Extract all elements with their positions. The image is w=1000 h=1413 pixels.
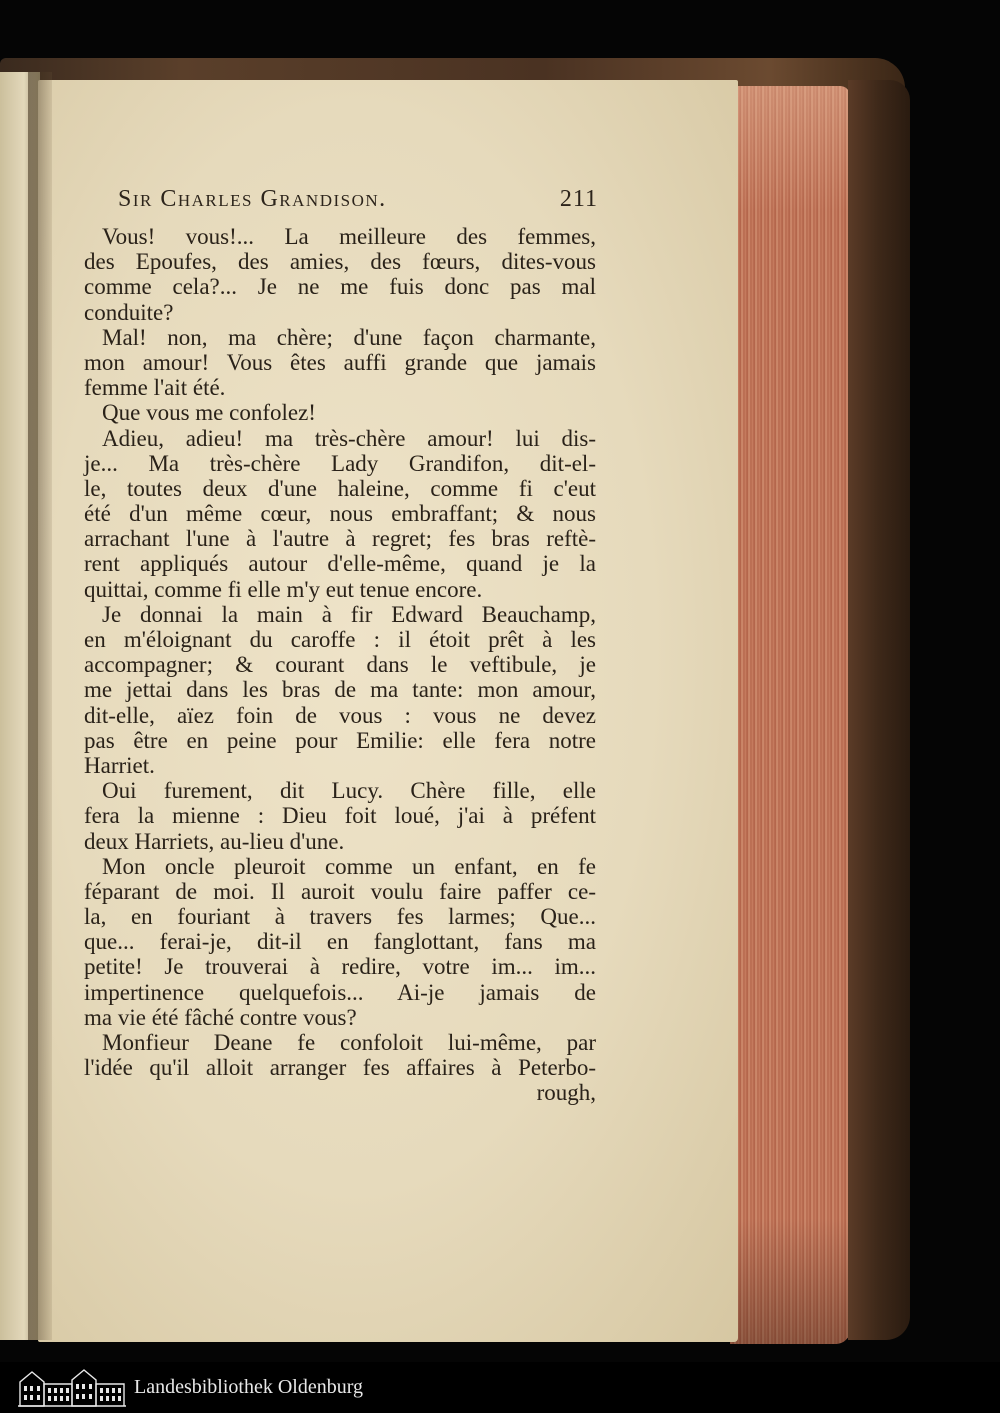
text-line: quittai, comme fi elle m'y eut tenue encore. (84, 576, 483, 602)
text-line: Mal! non, ma chère; d'une façon charmante, (102, 324, 596, 350)
text-line: impertinence quelquefois... Ai-je jamais de (84, 979, 596, 1005)
text-line: la, en fouriant à travers fes larmes; Que... (84, 904, 596, 930)
footer-bar (0, 1362, 1000, 1413)
text-line: dit-elle, aïez foin de vous : vous ne devez (84, 702, 596, 728)
text-line: Je donnai la main à fir Edward Beauchamp, (102, 601, 596, 627)
text-line: ma vie été fâché contre vous? (84, 1004, 357, 1030)
text-line: Mon oncle pleuroit comme un enfant, en fe (102, 853, 596, 879)
text-line: comme cela?... Je ne me fuis donc pas mal (84, 274, 596, 300)
text-line: pas être en peine pour Emilie: elle fera notre (84, 727, 596, 753)
text-line: arrachant l'une à l'autre à regret; fes bras reftè- (84, 526, 596, 552)
text-line: femme l'ait été. (84, 375, 226, 401)
library-building-logo-icon (18, 1368, 126, 1408)
text-line: Monfieur Deane fe confoloit lui-même, par (102, 1030, 596, 1055)
text-line: des Epoufes, des amies, des fœurs, dites-vous (84, 249, 596, 275)
text-line: Harriet. (84, 752, 155, 778)
library-name: Landesbibliothek Oldenburg (134, 1376, 364, 1398)
body-text (84, 224, 596, 1106)
text-line: rent appliqués autour d'elle-même, quand je la (84, 551, 596, 577)
spine-gutter (28, 72, 52, 1340)
text-line: petite! Je trouverai à redire, votre im... im... (84, 954, 596, 980)
text-line: Oui furement, dit Lucy. Chère fille, elle (102, 778, 596, 804)
text-line: été d'un même cœur, nous embraffant; & nous (84, 501, 596, 527)
running-header (118, 186, 598, 213)
running-head-title: Sir Charles Grandison. (118, 186, 387, 212)
text-line: Adieu, adieu! ma très-chère amour! lui dis- (102, 425, 596, 451)
text-line: me jettai dans les bras de ma tante: mon amour, (84, 677, 596, 703)
text-line: fera la mienne : Dieu foit loué, j'ai à préfent (84, 803, 596, 829)
text-line: Que vous me confolez! (102, 400, 316, 426)
text-line: accompagner; & courant dans le veftibule, je (84, 652, 596, 678)
text-line: en m'éloignant du caroffe : il étoit prêt à les (84, 627, 596, 652)
catchword: rough, (536, 1080, 596, 1106)
text-line: Vous! vous!... La meilleure des femmes, (102, 224, 596, 249)
text-line: l'idée qu'il alloit arranger fes affaires à Peterbo- (84, 1055, 596, 1081)
text-line: le, toutes deux d'une haleine, comme fi c'eut (84, 475, 596, 501)
text-line: que... ferai-je, dit-il en fanglottant, fans ma (84, 929, 596, 955)
text-line: féparant de moi. Il auroit voulu faire paffer ce- (84, 878, 596, 904)
text-line: je... Ma très-chère Lady Grandifon, dit-el- (84, 450, 596, 476)
text-line: conduite? (84, 299, 174, 325)
text-line: mon amour! Vous êtes auffi grande que jamais (84, 349, 596, 375)
page-edges (730, 86, 850, 1344)
page-number: 211 (559, 186, 598, 212)
cover-board-right (848, 80, 910, 1340)
text-line: deux Harriets, au-lieu d'une. (84, 828, 345, 854)
